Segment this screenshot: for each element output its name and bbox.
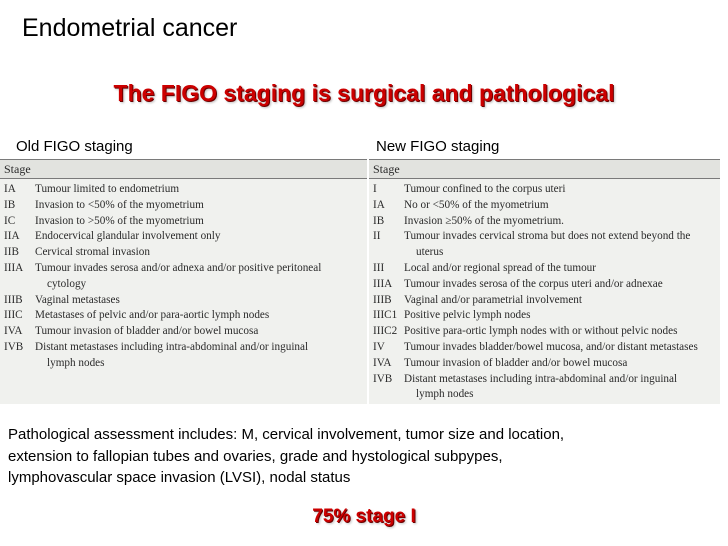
stage-description-text: Invasion to <50% of the myometrium <box>35 198 204 211</box>
slide-title: Endometrial cancer <box>22 14 238 42</box>
stage-description-text: Invasion ≥50% of the myometrium. <box>404 214 564 227</box>
stage-description-text: Vaginal metastases <box>35 293 120 306</box>
stage-description <box>35 324 258 340</box>
stage-description <box>404 372 677 404</box>
stage-code: IIIB <box>373 293 392 306</box>
stage-description-continuation: lymph nodes <box>47 356 105 369</box>
stage-code: IB <box>373 214 385 227</box>
stage-code: IVA <box>4 325 23 338</box>
stage-description-text: Local and/or regional spread of the tumour <box>404 261 596 274</box>
table-row <box>0 182 367 198</box>
stage-description-text: Vaginal and/or parametrial involvement <box>404 293 583 306</box>
table-row <box>369 356 720 372</box>
stage-code: IIIC1 <box>373 309 398 322</box>
stage-description-text: No or <50% of the myometrium <box>404 198 549 211</box>
stage-description <box>404 229 690 261</box>
stage-code: IIA <box>4 230 20 243</box>
stage-code: IVA <box>373 356 392 369</box>
pathological-assessment-notes <box>8 424 720 489</box>
stage-description-text: Metastases of pelvic and/or para-aortic lymph nodes <box>35 309 270 322</box>
stage-code: IIIC <box>4 309 23 322</box>
stage-code: IB <box>4 198 16 211</box>
stage-code: I <box>373 183 377 195</box>
notes-line: extension to fallopian tubes and ovaries, grade and hystological subpypes, <box>8 447 503 465</box>
stage-description-text: Tumour limited to endometrium <box>35 183 180 195</box>
stage-description <box>35 245 150 261</box>
table-row <box>0 340 367 372</box>
stage-description-continuation: cytology <box>47 277 87 290</box>
stage-description <box>404 293 582 309</box>
stage-code: IVB <box>373 372 393 385</box>
stage-description-text: Tumour invasion of bladder and/or bowel mucosa <box>35 325 259 338</box>
table-row <box>369 293 720 309</box>
table-row <box>0 245 367 261</box>
stage-description-text: Tumour invades serosa of the corpus uteri and/or adnexae <box>404 277 663 290</box>
table-row <box>369 261 720 277</box>
table-row <box>369 229 720 261</box>
stage-description-text: Cervical stromal invasion <box>35 246 150 259</box>
table-row <box>369 372 720 404</box>
notes-line: lymphovascular space invasion (LVSI), nodal status <box>8 469 351 486</box>
stage-code: IIIA <box>4 261 24 274</box>
stage-description-text: Distant metastases including intra-abdominal and/or inguinal <box>35 340 309 353</box>
stage-code: IIB <box>4 246 19 259</box>
stage-description <box>35 182 179 198</box>
stage-description-text: Endocervical glandular involvement only <box>35 230 221 243</box>
stage-description <box>404 277 663 293</box>
table-row <box>0 308 367 324</box>
stage-description-text: Invasion to >50% of the myometrium <box>35 214 204 227</box>
table-body <box>0 179 367 372</box>
slide-subtitle: The FIGO staging is surgical and pathological <box>113 80 615 106</box>
stage-i-percentage: 75% stage I <box>312 506 416 527</box>
table-row <box>369 182 720 198</box>
table-body <box>369 179 720 403</box>
stage-code: IIIC2 <box>373 325 398 338</box>
table-row <box>369 324 720 340</box>
stage-code: III <box>373 261 385 274</box>
table-row <box>0 324 367 340</box>
table-row <box>0 261 367 293</box>
stage-description <box>404 261 596 277</box>
stage-description <box>404 198 549 214</box>
table-row <box>369 308 720 324</box>
stage-code: IV <box>373 340 385 353</box>
table-row <box>369 277 720 293</box>
stage-code: IIIB <box>4 293 23 306</box>
new-staging-table <box>369 159 720 404</box>
stage-description-text: Tumour invades cervical stroma but does not extend beyond the <box>404 230 691 243</box>
stage-description <box>404 356 627 372</box>
table-header: Stage <box>369 159 720 179</box>
stage-code: IA <box>373 198 385 211</box>
table-row <box>0 229 367 245</box>
stage-description-text: Tumour invades serosa and/or adnexa and/or positive peritoneal <box>35 261 322 274</box>
stage-description <box>35 229 220 245</box>
stage-code: IC <box>4 214 16 227</box>
stage-code: IA <box>4 183 16 195</box>
old-staging-label: Old FIGO staging <box>16 138 133 155</box>
stage-description <box>404 324 677 340</box>
table-header: Stage <box>0 159 367 179</box>
table-row <box>369 340 720 356</box>
stage-description <box>35 214 204 230</box>
old-staging-table <box>0 159 367 404</box>
stage-description <box>35 293 120 309</box>
table-row <box>0 198 367 214</box>
stage-description <box>404 308 530 324</box>
stage-description-text: Positive pelvic lymph nodes <box>404 309 531 322</box>
stage-description <box>35 198 204 214</box>
stage-description <box>404 182 565 198</box>
notes-line: Pathological assessment includes: M, cervical involvement, tumor size and location, <box>8 426 565 443</box>
stage-description-text: Positive para-ortic lymph nodes with or without pelvic nodes <box>404 325 678 338</box>
stage-description <box>35 261 321 293</box>
table-row <box>0 214 367 230</box>
stage-description-continuation: uterus <box>416 246 444 259</box>
new-staging-label: New FIGO staging <box>376 138 500 155</box>
stage-description <box>404 214 564 230</box>
table-row <box>0 293 367 309</box>
stage-description-text: Tumour confined to the corpus uteri <box>404 183 566 195</box>
stage-description-continuation: lymph nodes <box>416 388 474 401</box>
stage-code: IIIA <box>373 277 393 290</box>
stage-description-text: Tumour invasion of bladder and/or bowel mucosa <box>404 356 628 369</box>
stage-description <box>35 308 269 324</box>
stage-description-text: Tumour invades bladder/bowel mucosa, and/or distant metastases <box>404 340 698 353</box>
table-row <box>369 198 720 214</box>
stage-description-text: Distant metastases including intra-abdominal and/or inguinal <box>404 372 678 385</box>
stage-description <box>35 340 308 372</box>
stage-code: II <box>373 230 381 243</box>
table-row <box>369 214 720 230</box>
stage-description <box>404 340 698 356</box>
stage-code: IVB <box>4 340 24 353</box>
